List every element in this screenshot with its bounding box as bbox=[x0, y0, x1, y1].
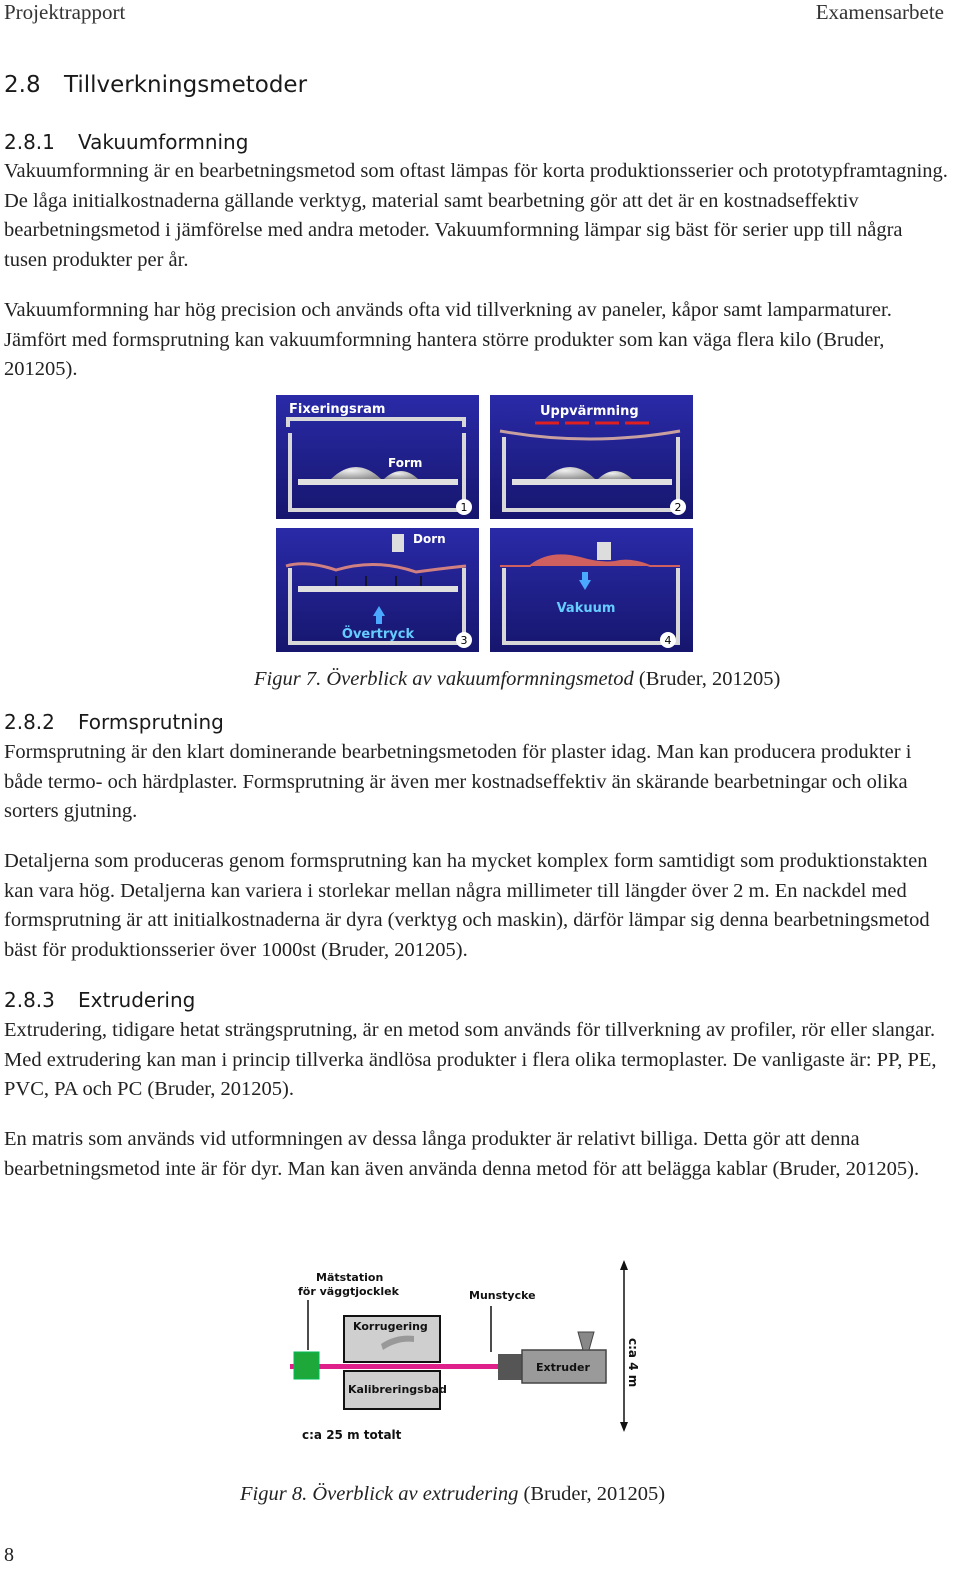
panel1-form-label: Form bbox=[388, 456, 423, 470]
matstation-label-2: för väggtjocklek bbox=[298, 1285, 399, 1298]
heading-number: 2.8.1 bbox=[4, 130, 55, 154]
panel-4 bbox=[490, 528, 693, 652]
vakuumformning-figure bbox=[276, 395, 694, 653]
kalibrering-label: Kalibreringsbad bbox=[348, 1383, 447, 1396]
paragraph-vakuum-1: Vakuumformning är en bearbetningsmetod som oftast lämpas för korta produktionsserier och prototypframtagning. De låga initialkostnaderna gällande verktyg, material samt bearbetning gör att det är en kostnadseffektiv bearbetningsmetod i jämförelse med andra metoder. Vakuumformning lämpar sig bäst för serier upp till några tusen produkter per år. bbox=[4, 160, 948, 271]
caption-italic: Figur 7. Överblick av vakuumformningsmetod bbox=[254, 668, 634, 690]
panel1-number: 1 bbox=[460, 501, 468, 514]
heading-title: Formsprutning bbox=[78, 710, 224, 734]
paragraph-vakuum-2: Vakuumformning har hög precision och används ofta vid tillverkning av paneler, kåpor samt lamparmaturer. Jämfört med formsprutning kan vakuumformning hantera större produkter som kan väga flera kilo (Bruder, 201205). bbox=[4, 299, 892, 380]
caption-italic: Figur 8. Överblick av extrudering bbox=[240, 1483, 519, 1505]
page-number: 8 bbox=[4, 1544, 14, 1566]
heading-extrudering bbox=[4, 988, 195, 1012]
panel-2 bbox=[490, 395, 693, 519]
height-label: c:a 4 m bbox=[626, 1338, 640, 1388]
paragraph-forms-1: Formsprutning är den klart dominerande bearbetningsmetoden för plaster idag. Man kan producera produkter i både termo- och härdplaster. Formsprutning är även mer kostnadseffektiv än skärande bearbetningar och olika sorters gjutning. bbox=[4, 741, 912, 822]
section-number: 2.8 bbox=[4, 72, 41, 98]
header-left: Projektrapport bbox=[4, 0, 126, 24]
panel2-label: Uppvärmning bbox=[540, 404, 639, 419]
extrudering-figure bbox=[286, 1240, 660, 1462]
heading-vakuumformning bbox=[4, 130, 248, 154]
panel3-number: 3 bbox=[460, 634, 468, 647]
figure-8-caption bbox=[240, 1483, 665, 1506]
panel3-label: Dorn bbox=[413, 532, 446, 546]
figure-7-caption bbox=[254, 668, 780, 691]
panel4-sublabel: Vakuum bbox=[556, 601, 616, 616]
panel-3 bbox=[276, 528, 479, 652]
panel4-number: 4 bbox=[664, 634, 672, 647]
korrugering-label: Korrugering bbox=[353, 1320, 428, 1333]
heading-number: 2.8.2 bbox=[4, 710, 55, 734]
heading-number: 2.8.3 bbox=[4, 988, 55, 1012]
panel3-sublabel: Övertryck bbox=[341, 627, 415, 642]
heading-title: Vakuumformning bbox=[78, 130, 249, 154]
paragraph-extr-1: Extrudering, tidigare hetat strängsprutning, är en metod som används för tillverkning av profiler, rör eller slangar. Med extrudering kan man i princip tillverka ändlösa produkter i flera olika termoplaster. De vanligaste är: PP, PE, PVC, PA och PC (Bruder, 201205). bbox=[4, 1019, 937, 1100]
paragraph-extr-2: En matris som används vid utformningen av dessa långa produkter är relativt billiga. Detta gör att denna bearbetningsmetod inte är för dyr. Man kan även använda denna metod för att belägga kablar (Bruder, 201205). bbox=[4, 1128, 920, 1180]
panel-1 bbox=[276, 395, 479, 519]
matstation-label-1: Mätstation bbox=[316, 1271, 384, 1284]
header-right: Examensarbete bbox=[815, 0, 944, 24]
length-label: c:a 25 m totalt bbox=[302, 1428, 402, 1442]
panel2-number: 2 bbox=[674, 501, 682, 514]
munstycke-label: Munstycke bbox=[469, 1289, 536, 1302]
heading-formsprutning bbox=[4, 710, 224, 734]
heading-title: Extrudering bbox=[78, 988, 196, 1012]
section-heading bbox=[4, 72, 307, 98]
panel1-label: Fixeringsram bbox=[289, 402, 386, 417]
caption-rest: (Bruder, 201205) bbox=[633, 668, 781, 690]
extruder-label: Extruder bbox=[536, 1361, 590, 1374]
section-title: Tillverkningsmetoder bbox=[64, 72, 308, 98]
caption-rest: (Bruder, 201205) bbox=[518, 1483, 666, 1505]
paragraph-forms-2: Detaljerna som produceras genom formsprutning kan ha mycket komplex form samtidigt som produktionstakten kan vara hög. Detaljerna kan variera i storlekar mellan några millimeter till längder över 2 m. En nackdel med formsprutning är att initialkostnaderna är dyra (verktyg och maskin), därför lämpar sig denna bearbetningsmetod bäst för produktionsserier över 1000st (Bruder, 201205). bbox=[4, 850, 930, 961]
